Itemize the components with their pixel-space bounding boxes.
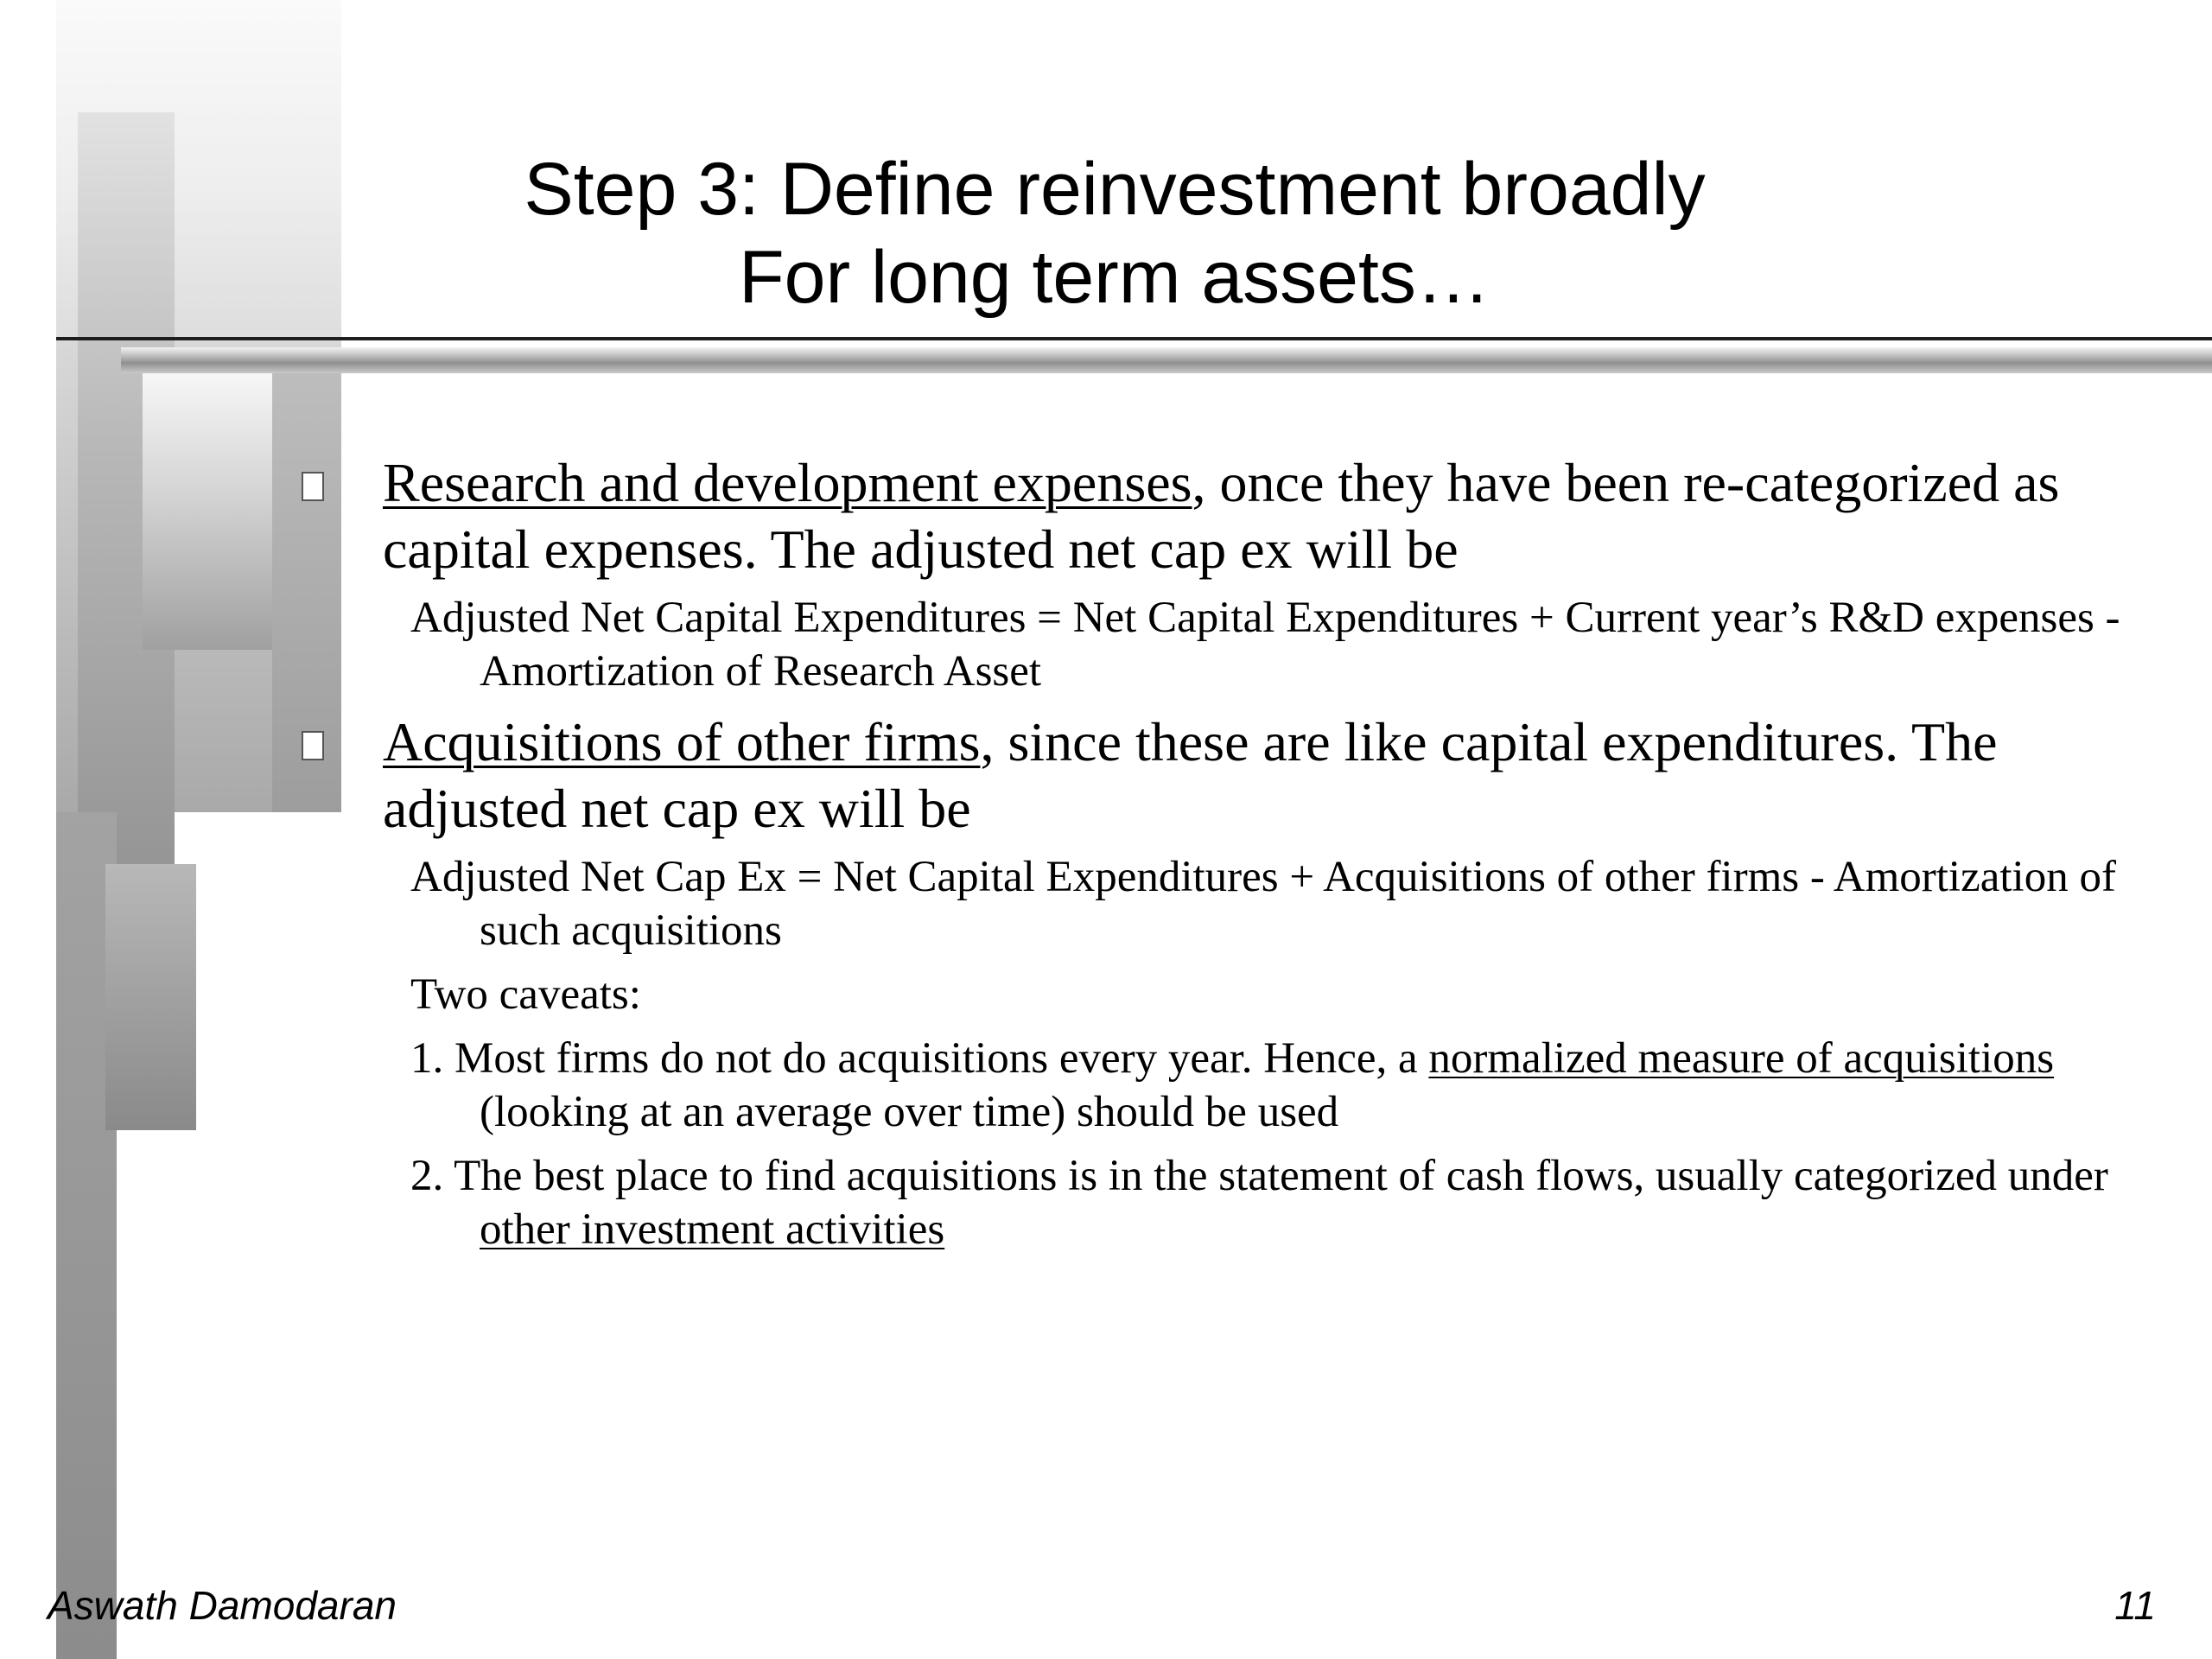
footer-author: Aswath Damodaran (48, 1583, 397, 1628)
bullet-square-icon (302, 731, 324, 760)
bullet-square-icon (302, 472, 324, 501)
caveat-1-underlined: normalized measure of acquisitions (1428, 1034, 2055, 1083)
bullet-text: , since these are like capital expenditures. The adjusted net cap ex will be (383, 711, 1998, 839)
formula-acquisitions: Adjusted Net Cap Ex = Net Capital Expenditures + Acquisitions of other firms - Amortization of such acquisitions (410, 853, 2116, 955)
decorative-panel (105, 864, 196, 1130)
bullet-text: , once they have been re-categorized as capital expenses. The adjusted net cap ex will be (383, 452, 2060, 580)
caveat-2-prefix: 2. The best place to find acquisitions is in the statement of cash flows, usually categorized under (410, 1152, 2108, 1200)
footer-page-number: 11 (2114, 1583, 2156, 1628)
title-divider-bar (121, 347, 2212, 373)
caveat-1 (410, 1032, 2156, 1139)
caveats-heading: Two caveats: (410, 970, 641, 1019)
bullet-acquisitions (298, 709, 2156, 842)
bullet-underlined-term: Acquisitions of other firms (383, 711, 981, 772)
bullet-rd-expenses (298, 449, 2156, 582)
slide-body (298, 449, 2156, 1267)
slide-title-line2: For long term assets… (739, 236, 1491, 319)
caveat-1-suffix: (looking at an average over time) should be used (480, 1088, 1339, 1136)
slide-title (337, 145, 1892, 321)
decorative-panel (143, 372, 272, 650)
slide-title-line1: Step 3: Define reinvestment broadly (524, 148, 1706, 231)
bullet-underlined-term: Research and development expenses (383, 452, 1192, 513)
formula-rd: Adjusted Net Capital Expenditures = Net Capital Expenditures + Current year’s R&D expenses - Amortization of Research Asset (410, 594, 2120, 696)
title-divider-line (56, 337, 2212, 340)
caveat-1-prefix: 1. Most firms do not do acquisitions every year. Hence, a (410, 1034, 1429, 1083)
caveat-2 (410, 1149, 2156, 1256)
caveat-2-underlined: other investment activities (480, 1205, 945, 1254)
